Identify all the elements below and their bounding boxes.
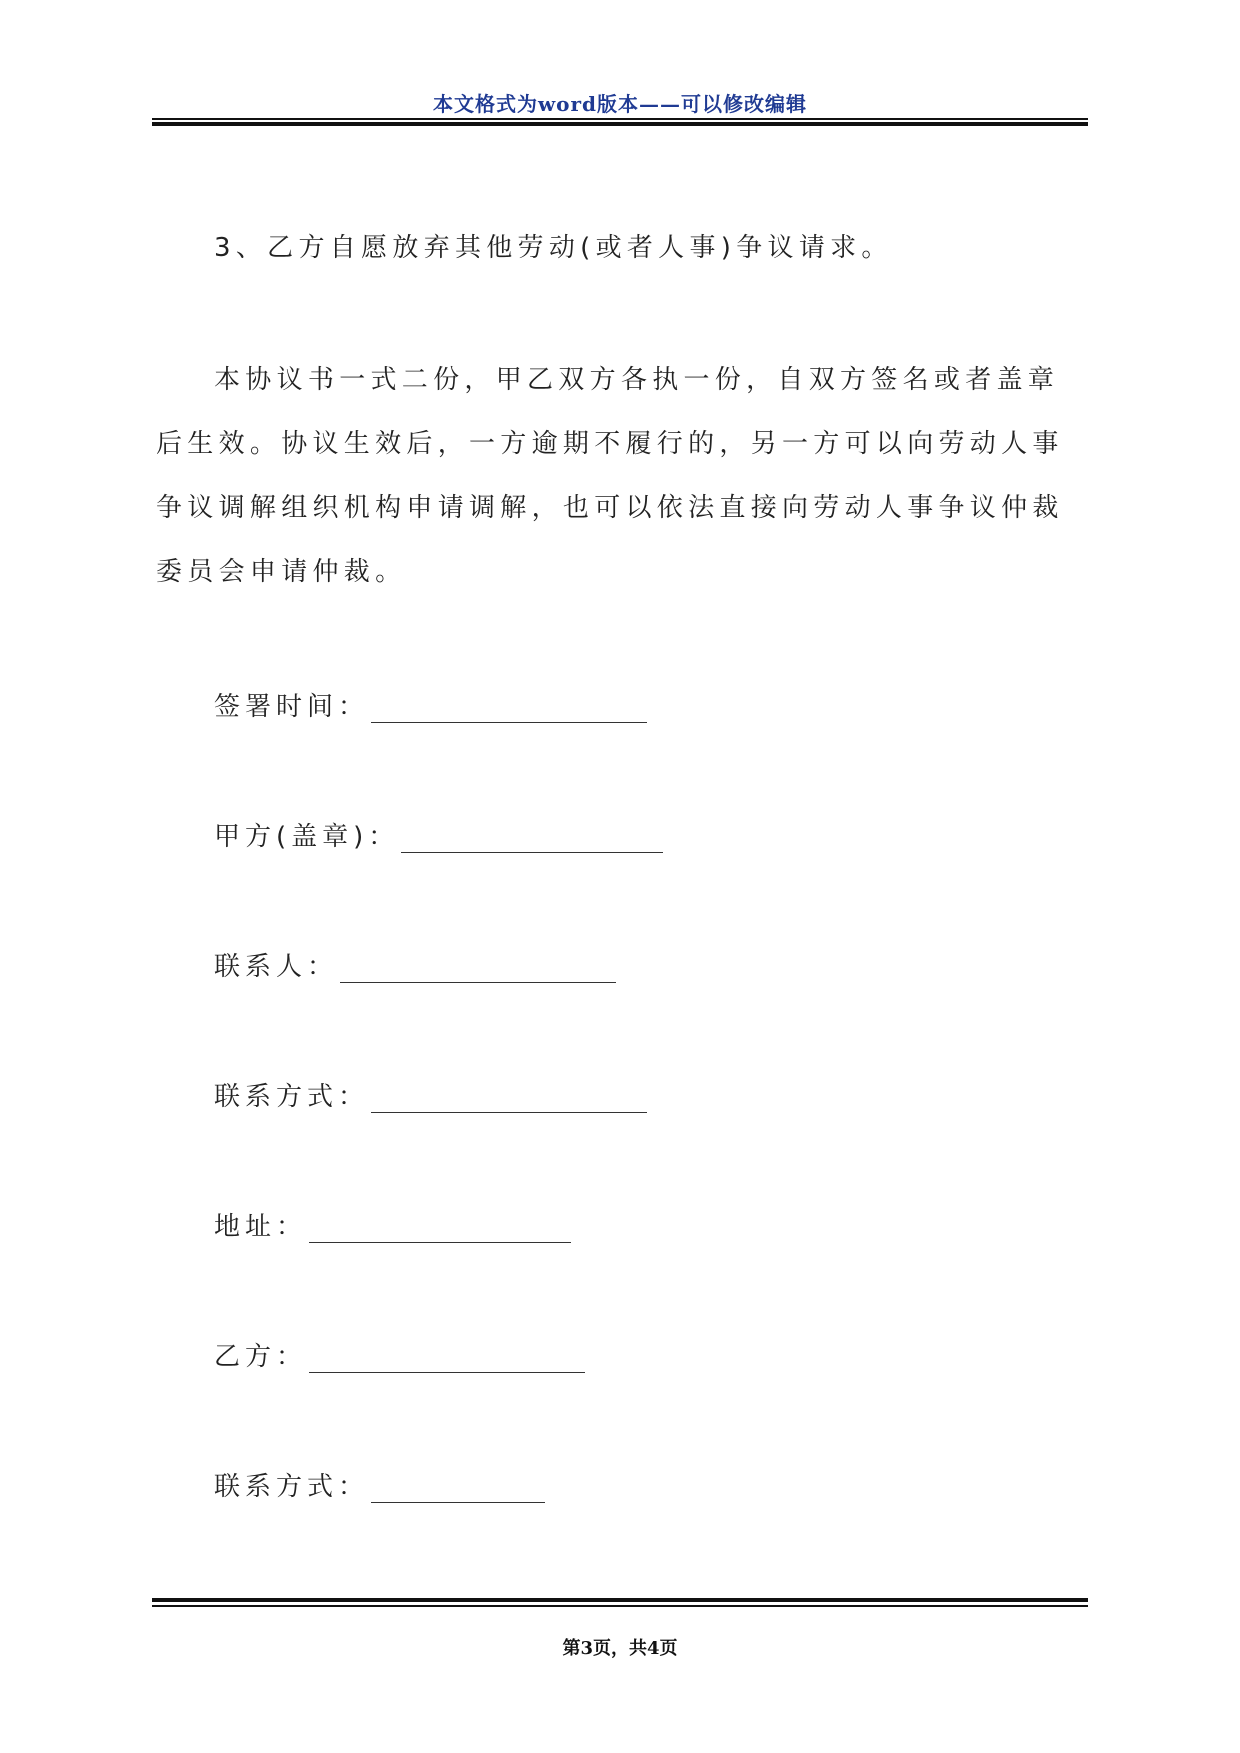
- header-divider-thick: [152, 122, 1088, 126]
- contact-method-b-blank: [371, 1478, 545, 1503]
- clause-3: 3、乙方自愿放弃其他劳动(或者人事)争议请求。: [214, 233, 893, 263]
- sign-time-label: 签署时间：: [214, 692, 370, 722]
- footer-divider-thick: [152, 1598, 1088, 1602]
- party-a-blank: [401, 828, 663, 853]
- header-title: 本文格式为word版本——可以修改编辑: [432, 92, 808, 116]
- footer-divider-thin: [152, 1605, 1088, 1607]
- party-b-field: [214, 1336, 585, 1373]
- party-b-label: 乙方：: [214, 1342, 308, 1372]
- contact-method-a-field: [214, 1076, 647, 1113]
- address-field: [214, 1206, 571, 1243]
- page-number: 第3页，共4页: [562, 1638, 678, 1659]
- address-blank: [309, 1218, 571, 1243]
- header-divider-thin: [152, 118, 1088, 120]
- agreement-paragraph: 本协议书一式二份，甲乙双方各执一份，自双方签名或者盖章后生效。协议生效后，一方逾期不履行的，另一方可以向劳动人事争议调解组织机构申请调解，也可以依法直接向劳动人事争议仲裁委员会申请仲裁。: [156, 365, 1064, 587]
- contact-method-a-label: 联系方式：: [214, 1082, 370, 1112]
- sign-time-field: [214, 686, 647, 723]
- party-b-blank: [309, 1348, 585, 1373]
- address-label: 地址：: [214, 1212, 308, 1242]
- contact-method-b-field: [214, 1466, 545, 1503]
- contact-method-b-label: 联系方式：: [214, 1472, 370, 1502]
- sign-time-blank: [371, 698, 647, 723]
- party-a-label: 甲方(盖章)：: [214, 822, 400, 852]
- contact-person-field: [214, 946, 616, 983]
- contact-person-blank: [340, 958, 616, 983]
- party-a-field: [214, 816, 663, 853]
- contact-person-label: 联系人：: [214, 952, 339, 982]
- contact-method-a-blank: [371, 1088, 647, 1113]
